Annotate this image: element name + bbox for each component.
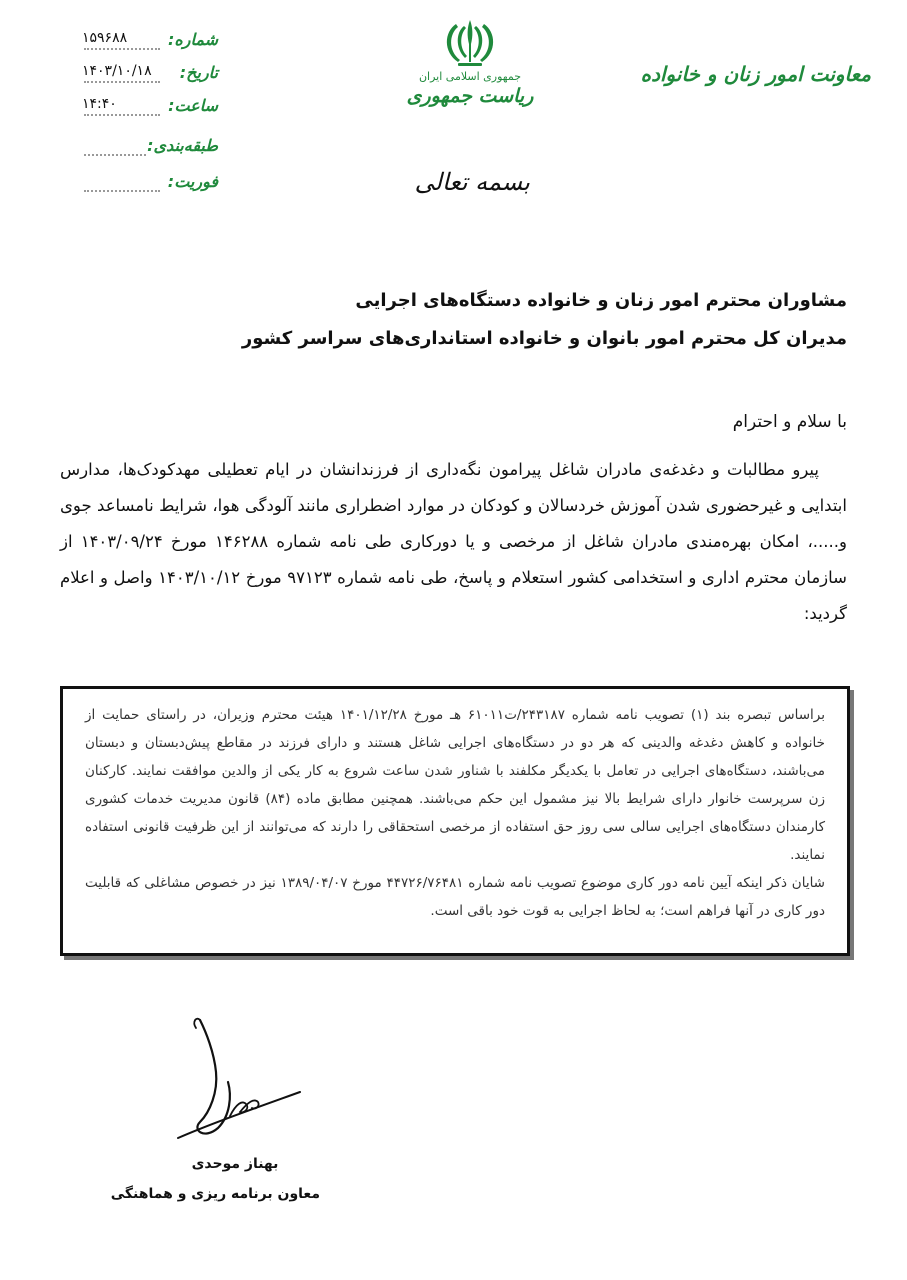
handwritten-signature [170, 1012, 310, 1152]
iran-emblem-icon [438, 18, 502, 68]
quote-paragraph-1: براساس تبصره بند (۱) تصویب نامه شماره ۲۴۳۱۸۷/ت۶۱۰۱۱ هـ مورخ ۱۴۰۱/۱۲/۲۸ هیئت محترم وزیران، در راستای حمایت از خانواده و کاهش دغدغه والدینی که هر دو در دستگاه‌های اجرایی شاغل هستند و دارای فرزند در مقاطع پیش‌دبستان و دبستان می‌باشند، دستگاه‌های اجرایی در تعامل با یکدیگر مکلفند با شناور شدن ساعت شروع به کار یکی از والدین موافقت نمایند. کارکنان زن سرپرست خانوار دارای شرایط بالا نیز مشمول این حکم می‌باشند. همچنین مطابق ماده (۸۴) قانون مدیریت خدمات کشوری کارمندان دستگاه‌های اجرایی سالی سی روز حق استفاده از مرخصی استحقاقی را دارند که می‌توانند از این ظرفیت قانونی استفاده نمایند. [85, 707, 826, 863]
emblem-block [405, 18, 535, 107]
quote-paragraph-2: شایان ذکر اینکه آیین نامه دور کاری موضوع تصویب نامه شماره ۴۴۷۲۶/۷۶۴۸۱ مورخ ۱۳۸۹/۰۴/۰۷ نیز در خصوص مشاغلی که قابلیت دور کاری در آنها فراهم است؛ به لحاظ اجرایی به قوت خود باقی است. [85, 875, 825, 919]
emblem-country: جمهوری اسلامی ایران [418, 70, 522, 83]
classification-dots [84, 154, 146, 156]
number-value: ۱۵۹۶۸۸ [82, 30, 128, 46]
number-dots [84, 48, 160, 50]
date-value: ۱۴۰۳/۱۰/۱۸ [82, 63, 152, 79]
date-label: تاریخ: [179, 63, 218, 82]
meta-urgency-row [78, 172, 218, 198]
urgency-dots [84, 190, 160, 192]
classification-label: طبقه‌بندی: [147, 136, 218, 155]
meta-classification-row [78, 136, 218, 162]
urgency-label: فوریت: [167, 172, 218, 191]
time-dots [84, 114, 160, 116]
signer-name: بهناز موحدی [191, 1156, 279, 1172]
meta-date-row [78, 63, 218, 89]
greeting: با سلام و احترام [732, 412, 847, 432]
number-label: شماره: [167, 30, 218, 49]
time-value: ۱۴:۴۰ [82, 96, 117, 112]
body-text: پیرو مطالبات و دغدغه‌ی مادران شاغل پیرامون نگه‌داری از فرزندانشان در ایام تعطیلی مهدکودک‌ها، مدارس ابتدایی و غیرحضوری شدن آموزش خردسالان و کودکان در موارد اضطراری مانند آلودگی هوا، شرایط نامساعد جوی و.....، امکان بهره‌مندی مادران شاغل از مرخصی و یا دورکاری طی نامه شماره ۱۴۶۲۸۸ مورخ ۱۴۰۳/۰۹/۲۴ از سازمان محترم اداری و استخدامی کشور استعلام و پاسخ، طی نامه شماره ۹۷۱۲۳ مورخ ۱۴۰۳/۱۰/۱۲ واصل و اعلام گردید: [60, 460, 847, 623]
meta-time-row [78, 96, 218, 122]
quoted-regulation-box [60, 686, 850, 956]
signer-title: معاون برنامه ریزی و هماهنگی [110, 1186, 320, 1202]
date-dots [84, 81, 160, 83]
department-name: معاونت امور زنان و خانواده [640, 62, 871, 86]
body-paragraph [60, 452, 847, 632]
recipient-line-1: مشاوران محترم امور زنان و خانواده دستگاه‌های اجرایی [355, 290, 847, 311]
recipient-line-2: مدیران کل محترم امور بانوان و خانواده استانداری‌های سراسر کشور [241, 328, 847, 349]
invocation: بسمه تعالی [414, 168, 530, 196]
emblem-office: ریاست جمهوری [406, 85, 534, 107]
meta-number-row [78, 30, 218, 56]
time-label: ساعت: [168, 96, 218, 115]
